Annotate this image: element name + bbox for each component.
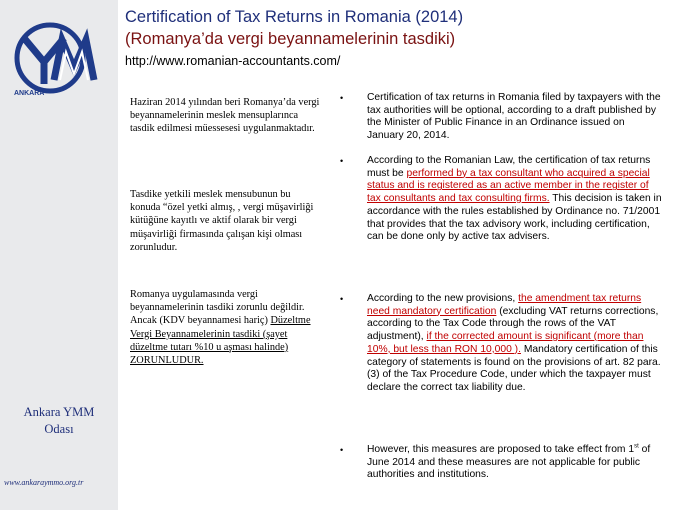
b3-c: (excluding VAT returns corrections, according to the Tax Code through the rows of the VAT adjustment),	[367, 305, 659, 343]
b3-e: Mandatory certification of this category of statements is found on the provisions of art. 82 para. (3) of the Tax Procedure Code, under which the taxpayer must declare the correct tax liability due.	[367, 343, 661, 393]
b2-d: performed by a tax consultant who acquired a special status and is registered as an active member in the register of tax consultants and tax consulting firms.	[367, 167, 650, 205]
turkish-paragraph-1: Haziran 2014 yılından beri Romanya’da vergi beyannamelerinin meslek mensuplarınca tasdik edilmesi müessesesi uygulanmaktadır.	[130, 97, 320, 135]
bullet-marker: •	[340, 294, 344, 304]
bullet-marker: •	[340, 93, 344, 103]
b4-b: of June 2014 and these measures are not applicable for public authorities and institutions.	[367, 444, 651, 481]
b3-d: if the corrected amount is significant (more than 10%, but less than RON 10,000 ).	[367, 331, 644, 355]
b2-e: This decision is taken in accordance with the rules established by Ordinance no. 71/2001 that provides that the tax advisory work, including certification, can be done only by active tax advisers.	[367, 193, 662, 243]
source-url[interactable]: http://www.romanian-accountants.com/	[125, 54, 341, 68]
turkish-paragraph-2: Tasdike yetkili meslek mensubunun bu konuda “özel yetki almış, , vergi müşavirliği kütüğüne kayıtlı ve aktif olarak bir vergi müşavirliği firmasında çalışan kişi olması zorunludur.	[130, 189, 314, 253]
ymm-logo	[10, 18, 108, 96]
b2-c: must be	[367, 167, 407, 179]
bullet-marker: •	[340, 156, 344, 166]
org-name-line2: Odası	[44, 422, 74, 436]
title-english: Certification of Tax Returns in Romania (2014)	[125, 8, 464, 26]
turkish-p3-text: Romanya uygulamasında vergi beyannamelerinin tasdiki zorunlu değildir. Ancak (KDV beyannamesi hariç)	[130, 289, 305, 327]
org-name	[0, 404, 118, 438]
org-name-line1: Ankara YMM	[23, 405, 95, 419]
bullet-marker: •	[340, 445, 344, 455]
b2-b: the certification of tax returns	[518, 155, 651, 166]
b4-a: However, this measures are proposed to take effect from 1	[367, 444, 635, 455]
b3-b: the amendment tax returns need mandatory certification	[367, 293, 642, 317]
b4-sup: st	[634, 443, 639, 450]
turkish-p3-underlined: Düzeltme Vergi Beyannamelerinin tasdiki (şayet düzeltme tutarı %10 u aşması halinde) ZORUNLUDUR.	[130, 315, 311, 367]
logo-label: ANKARA	[14, 90, 45, 97]
b1-rest: filed by taxpayers with the tax authorities will be optional, according to a draft published by the Minister of Public Finance in an Ordinance issued on January 20, 2014.	[367, 92, 661, 142]
turkish-paragraph-3	[130, 288, 320, 367]
b1-strong: Certification of tax returns in Romania	[367, 92, 540, 103]
b3-a: According to the new provisions,	[367, 293, 519, 304]
title-turkish: (Romanya’da vergi beyannamelerinin tasdiki)	[125, 30, 456, 48]
b2-a: According to the Romanian Law,	[367, 155, 519, 166]
org-url[interactable]: www.ankaraymmo.org.tr	[4, 478, 84, 487]
sidebar	[0, 0, 118, 510]
